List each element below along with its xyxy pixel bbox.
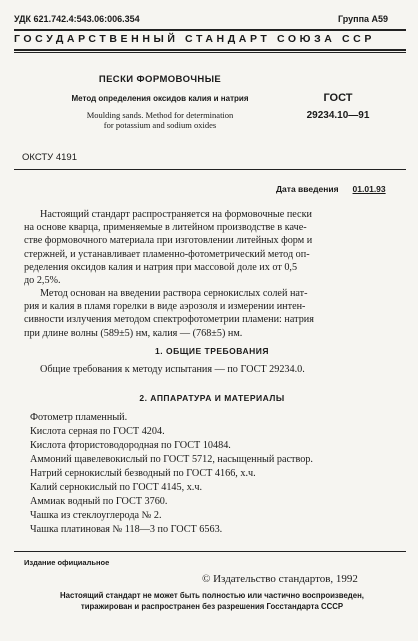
section-1-heading: 1. ОБЩИЕ ТРЕБОВАНИЯ (155, 346, 269, 356)
gost-label: ГОСТ (323, 92, 353, 104)
method-line: при длине волны (589±5) нм, калия — (768±5) нм. (24, 327, 243, 339)
okstu-rule (14, 169, 406, 170)
list-item: Калий сернокислый по ГОСТ 4145, х.ч. (30, 482, 203, 493)
intro-line: стержней, и устанавливает пламенно-фотометрический метод оп- (24, 248, 310, 260)
footer-rule (14, 551, 406, 552)
copyright: © Издательство стандартов, 1992 (202, 573, 358, 585)
standard-title: ГОСУДАРСТВЕННЫЙ СТАНДАРТ СОЮЗА ССР (14, 33, 375, 45)
document-title: ПЕСКИ ФОРМОВОЧНЫЕ (98, 74, 222, 85)
list-item: Чашка из стеклоуглерода № 2. (30, 510, 162, 521)
gost-number: 29234.10—91 (306, 110, 370, 121)
list-item: Кислота фтористоводородная по ГОСТ 10484. (30, 440, 231, 451)
intro-line: Настоящий стандарт распространяется на формовочные пески (40, 209, 312, 220)
edition-label: Издание официальное (24, 558, 110, 567)
method-line: сивности излучения методом спектрофотометрии пламени: натрия (24, 314, 314, 326)
list-item: Аммоний щавелевокислый по ГОСТ 5712, насыщенный раствор. (30, 454, 313, 465)
list-item: Аммиак водный по ГОСТ 3760. (30, 496, 168, 507)
notice-line1: Настоящий стандарт не может быть полностью или частично воспроизведен, (60, 591, 364, 600)
intro-line: ределения оксидов калия и натрия при массовой доле их от 0,5 (24, 261, 298, 273)
method-paragraph (24, 287, 400, 340)
english-title (50, 110, 270, 130)
reproduction-notice (16, 590, 408, 612)
intro-line: на основе кварца, применяемые в литейном производстве в каче- (24, 222, 307, 234)
intro-date-label: Дата введения (276, 184, 339, 194)
list-item: Натрий сернокислый безводный по ГОСТ 4166, х.ч. (30, 468, 256, 479)
section-2-heading: 2. АППАРАТУРА И МАТЕРИАЛЫ (139, 393, 285, 403)
intro-line: стве формовочного материала при изготовлении литейных форм и (24, 235, 313, 247)
intro-line: до 2,5%. (24, 275, 61, 287)
header-rule-1 (14, 49, 406, 51)
group-code: Группа А59 (338, 14, 389, 24)
section-1-text: Общие требования к методу испытания — по ГОСТ 29234.0. (40, 364, 305, 375)
header-rule-2 (14, 52, 406, 53)
method-line: рия и калия в пламя горелки в виде аэрозоля и измерении интен- (24, 301, 306, 313)
udk-code: УДК 621.742.4:543.06:006.354 (14, 14, 140, 24)
list-item: Чашка платиновая № 118—3 по ГОСТ 6563. (30, 524, 223, 535)
okstu-code: ОКСТУ 4191 (22, 152, 77, 163)
intro-date-value: 01.01.93 (352, 184, 386, 194)
list-item: Фотометр пламенный. (30, 412, 128, 423)
method-line: Метод основан на введении раствора сернокислых солей нат- (40, 288, 308, 299)
list-item: Кислота серная по ГОСТ 4204. (30, 426, 165, 437)
intro-date (276, 184, 386, 194)
notice-line2: тиражирован и распространен без разрешения Госстандарта СССР (80, 602, 344, 611)
english-title-line1: Moulding sands. Method for determination (86, 110, 234, 120)
top-rule (14, 29, 406, 31)
english-title-line2: for potassium and sodium oxides (103, 120, 217, 130)
document-subtitle: Метод определения оксидов калия и натрия (71, 94, 249, 103)
intro-paragraph (24, 208, 400, 287)
